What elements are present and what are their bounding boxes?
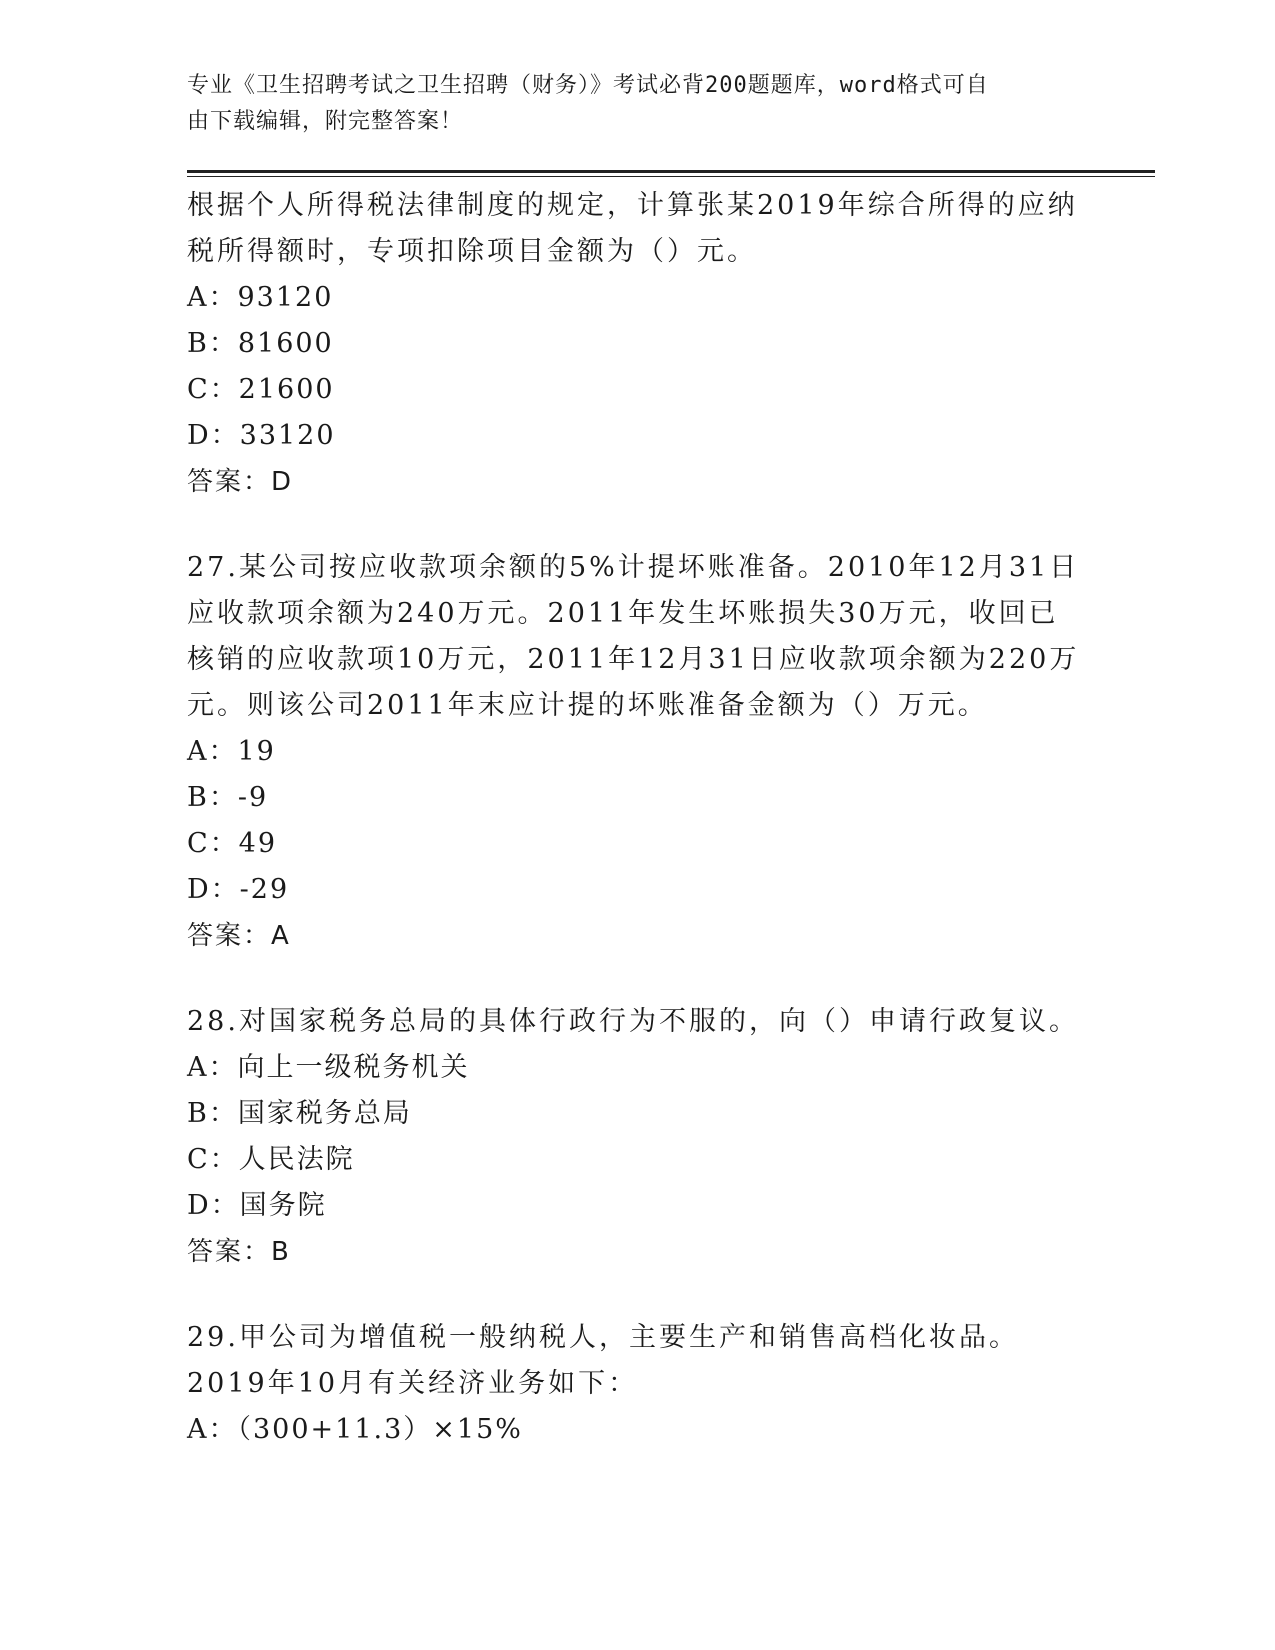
header-line-1: 专业《卫生招聘考试之卫生招聘（财务）》考试必背200题题库，word格式可自 bbox=[187, 73, 989, 98]
answer-text: 答案：D bbox=[187, 467, 294, 497]
question-block bbox=[187, 545, 1157, 959]
document-header bbox=[187, 68, 1067, 140]
question-text: 28.对国家税务总局的具体行政行为不服的，向（）申请行政复议。 bbox=[187, 1006, 1079, 1037]
option-d: D：33120 bbox=[187, 420, 336, 451]
question-block bbox=[187, 183, 1157, 505]
option-d: D：国务院 bbox=[187, 1190, 327, 1221]
answer-text: 答案：B bbox=[187, 1237, 291, 1267]
option-b: B：-9 bbox=[187, 782, 269, 813]
question-text: 29.甲公司为增值税一般纳税人，主要生产和销售高档化妆品。2019年10月有关经济业务如下： bbox=[187, 1322, 1019, 1399]
option-c: C：人民法院 bbox=[187, 1144, 355, 1175]
option-b: B：81600 bbox=[187, 328, 334, 359]
header-line-2: 由下载编辑，附完整答案！ bbox=[187, 109, 464, 134]
header-divider-thin bbox=[187, 176, 1155, 177]
option-a: A：93120 bbox=[187, 282, 334, 313]
option-b: B：国家税务总局 bbox=[187, 1098, 412, 1129]
question-text: 27.某公司按应收款项余额的5%计提坏账准备。2010年12月31日应收款项余额为240万元。2011年发生坏账损失30万元，收回已核销的应收款项10万元，2011年12月31日应收款项余额为220万元。则该公司2011年末应计提的坏账准备金额为（）万元。 bbox=[187, 552, 1080, 721]
option-a: A：向上一级税务机关 bbox=[187, 1052, 470, 1083]
option-c: C：21600 bbox=[187, 374, 335, 405]
answer-text: 答案：A bbox=[187, 921, 291, 951]
option-c: C：49 bbox=[187, 828, 278, 859]
question-block bbox=[187, 1315, 1157, 1453]
question-text: 根据个人所得税法律制度的规定，计算张某2019年综合所得的应纳税所得额时，专项扣除项目金额为（）元。 bbox=[187, 190, 1078, 267]
option-a: A：19 bbox=[187, 736, 276, 767]
document-page bbox=[187, 68, 1157, 1493]
question-block bbox=[187, 999, 1157, 1275]
header-divider-thick bbox=[187, 170, 1155, 173]
option-a: A：（300+11.3）×15% bbox=[187, 1414, 523, 1445]
option-d: D：-29 bbox=[187, 874, 290, 905]
